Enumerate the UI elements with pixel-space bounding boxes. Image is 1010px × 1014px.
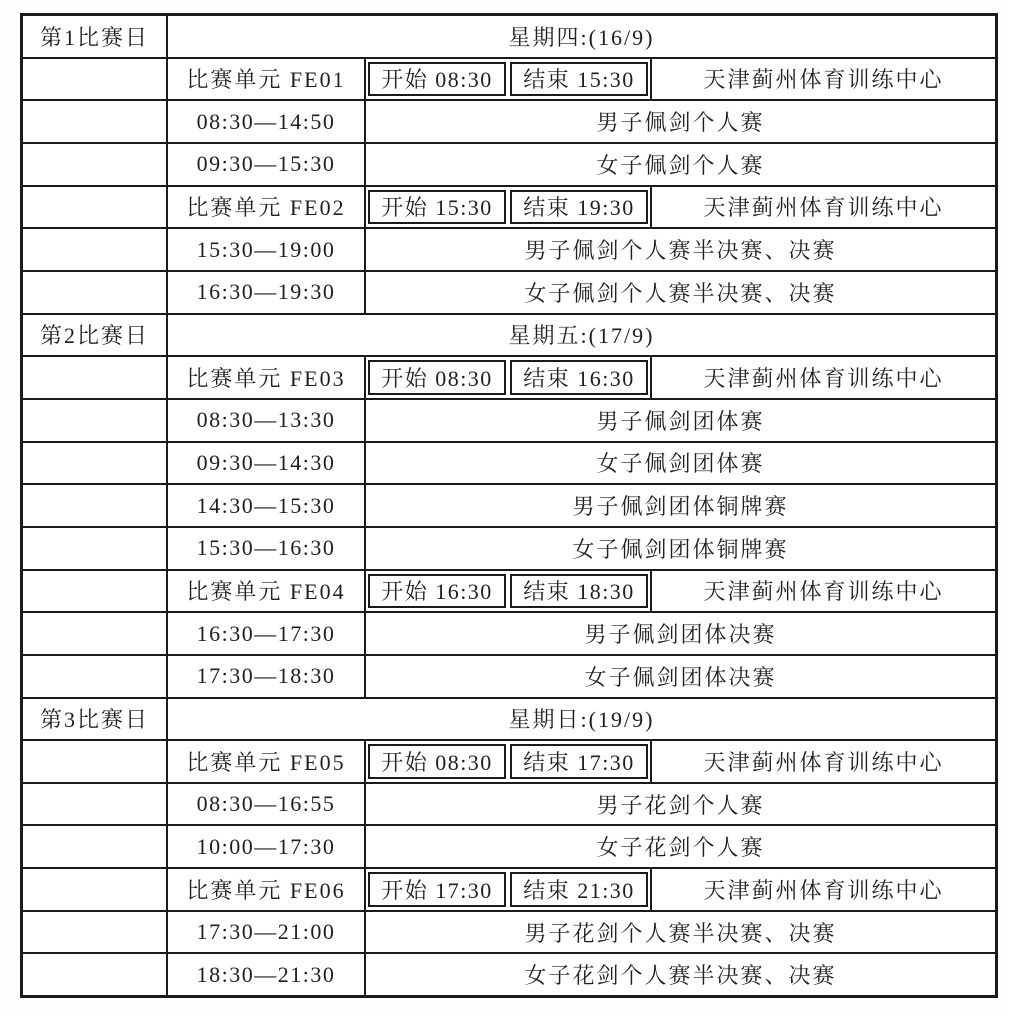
start-time-box: 开始 17:30 xyxy=(368,872,506,907)
spacer-cell xyxy=(23,229,168,270)
spacer-cell xyxy=(23,571,168,612)
time-range-cell: 15:30—19:00 xyxy=(168,229,366,270)
event-name-cell: 女子佩剑团体决赛 xyxy=(584,664,777,690)
event-row xyxy=(23,611,995,654)
spacer-cell xyxy=(23,528,168,569)
time-range-cell: 14:30—15:30 xyxy=(168,485,366,526)
event-name-cell: 男子佩剑个人赛 xyxy=(596,110,765,136)
spacer-cell xyxy=(23,613,168,654)
event-name-cell: 男子花剑个人赛 xyxy=(596,792,765,818)
event-name-cell: 女子花剑个人赛 xyxy=(596,835,765,861)
event-row xyxy=(23,142,995,185)
time-range-cell: 09:30—15:30 xyxy=(168,144,366,185)
day-date: 星期五:(17/9) xyxy=(508,323,655,349)
unit-row xyxy=(23,57,995,100)
venue-cell: 天津蓟州体育训练中心 xyxy=(650,869,995,910)
unit-cell: 比赛单元 FE02 xyxy=(168,187,366,228)
time-range-cell: 15:30—16:30 xyxy=(168,528,366,569)
end-time-box: 结束 18:30 xyxy=(510,574,648,609)
start-cell xyxy=(366,59,508,100)
day-date: 星期四:(16/9) xyxy=(508,24,655,50)
event-row xyxy=(23,441,995,484)
end-cell xyxy=(508,741,650,782)
day-row xyxy=(23,697,995,740)
end-time-box: 结束 15:30 xyxy=(510,62,648,97)
end-cell xyxy=(508,571,650,612)
start-time-box: 开始 08:30 xyxy=(368,360,506,395)
day-date: 星期日:(19/9) xyxy=(508,707,655,733)
event-name-cell: 男子佩剑个人赛半决赛、决赛 xyxy=(524,238,837,264)
start-cell xyxy=(366,357,508,398)
event-name-cell: 男子花剑个人赛半决赛、决赛 xyxy=(524,920,837,946)
time-range-cell: 16:30—17:30 xyxy=(168,613,366,654)
event-row xyxy=(23,227,995,270)
start-cell xyxy=(366,187,508,228)
event-row xyxy=(23,910,995,953)
start-time-box: 开始 15:30 xyxy=(368,190,506,225)
event-row xyxy=(23,526,995,569)
event-row xyxy=(23,483,995,526)
event-name-cell: 男子佩剑团体铜牌赛 xyxy=(572,494,789,520)
day-label: 第3比赛日 xyxy=(23,699,168,740)
event-name-cell: 女子佩剑个人赛半决赛、决赛 xyxy=(524,280,837,306)
end-cell xyxy=(508,59,650,100)
event-name-cell: 男子佩剑团体赛 xyxy=(596,408,765,434)
spacer-cell xyxy=(23,443,168,484)
spacer-cell xyxy=(23,784,168,825)
unit-row xyxy=(23,569,995,612)
end-time-box: 结束 19:30 xyxy=(510,190,648,225)
time-range-cell: 08:30—14:50 xyxy=(168,101,366,142)
start-cell xyxy=(366,571,508,612)
spacer-cell xyxy=(23,101,168,142)
event-row xyxy=(23,782,995,825)
end-time-box: 结束 21:30 xyxy=(510,872,648,907)
start-cell xyxy=(366,741,508,782)
unit-cell: 比赛单元 FE06 xyxy=(168,869,366,910)
spacer-cell xyxy=(23,400,168,441)
spacer-cell xyxy=(23,656,168,697)
unit-cell: 比赛单元 FE03 xyxy=(168,357,366,398)
time-range-cell: 09:30—14:30 xyxy=(168,443,366,484)
spacer-cell xyxy=(23,912,168,953)
venue-cell: 天津蓟州体育训练中心 xyxy=(650,571,995,612)
day-label: 第2比赛日 xyxy=(23,315,168,356)
start-time-box: 开始 08:30 xyxy=(368,62,506,97)
event-row xyxy=(23,654,995,697)
time-range-cell: 08:30—16:55 xyxy=(168,784,366,825)
venue-cell: 天津蓟州体育训练中心 xyxy=(650,357,995,398)
time-range-cell: 17:30—18:30 xyxy=(168,656,366,697)
event-row xyxy=(23,99,995,142)
unit-row xyxy=(23,867,995,910)
event-name-cell: 女子佩剑个人赛 xyxy=(596,152,765,178)
event-name-cell: 女子佩剑团体赛 xyxy=(596,451,765,477)
unit-row xyxy=(23,185,995,228)
day-row xyxy=(23,313,995,356)
end-time-box: 结束 17:30 xyxy=(510,744,648,779)
start-cell xyxy=(366,869,508,910)
spacer-cell xyxy=(23,741,168,782)
time-range-cell: 16:30—19:30 xyxy=(168,272,366,313)
spacer-cell xyxy=(23,144,168,185)
end-cell xyxy=(508,187,650,228)
event-row xyxy=(23,398,995,441)
venue-cell: 天津蓟州体育训练中心 xyxy=(650,741,995,782)
spacer-cell xyxy=(23,187,168,228)
day-row xyxy=(23,16,995,57)
spacer-cell xyxy=(23,954,168,995)
spacer-cell xyxy=(23,485,168,526)
event-row xyxy=(23,270,995,313)
time-range-cell: 08:30—13:30 xyxy=(168,400,366,441)
event-row xyxy=(23,952,995,995)
venue-cell: 天津蓟州体育训练中心 xyxy=(650,59,995,100)
start-time-box: 开始 16:30 xyxy=(368,574,506,609)
unit-cell: 比赛单元 FE04 xyxy=(168,571,366,612)
time-range-cell: 18:30—21:30 xyxy=(168,954,366,995)
venue-cell: 天津蓟州体育训练中心 xyxy=(650,187,995,228)
spacer-cell xyxy=(23,272,168,313)
time-range-cell: 10:00—17:30 xyxy=(168,826,366,867)
end-cell xyxy=(508,869,650,910)
unit-row xyxy=(23,355,995,398)
schedule-table xyxy=(20,13,998,998)
spacer-cell xyxy=(23,869,168,910)
event-row xyxy=(23,824,995,867)
event-name-cell: 女子花剑个人赛半决赛、决赛 xyxy=(524,963,837,989)
end-time-box: 结束 16:30 xyxy=(510,360,648,395)
event-name-cell: 女子佩剑团体铜牌赛 xyxy=(572,536,789,562)
event-name-cell: 男子佩剑团体决赛 xyxy=(584,622,777,648)
time-range-cell: 17:30—21:00 xyxy=(168,912,366,953)
end-cell xyxy=(508,357,650,398)
unit-row xyxy=(23,739,995,782)
spacer-cell xyxy=(23,59,168,100)
spacer-cell xyxy=(23,357,168,398)
unit-cell: 比赛单元 FE01 xyxy=(168,59,366,100)
spacer-cell xyxy=(23,826,168,867)
day-label: 第1比赛日 xyxy=(23,16,168,57)
start-time-box: 开始 08:30 xyxy=(368,744,506,779)
unit-cell: 比赛单元 FE05 xyxy=(168,741,366,782)
